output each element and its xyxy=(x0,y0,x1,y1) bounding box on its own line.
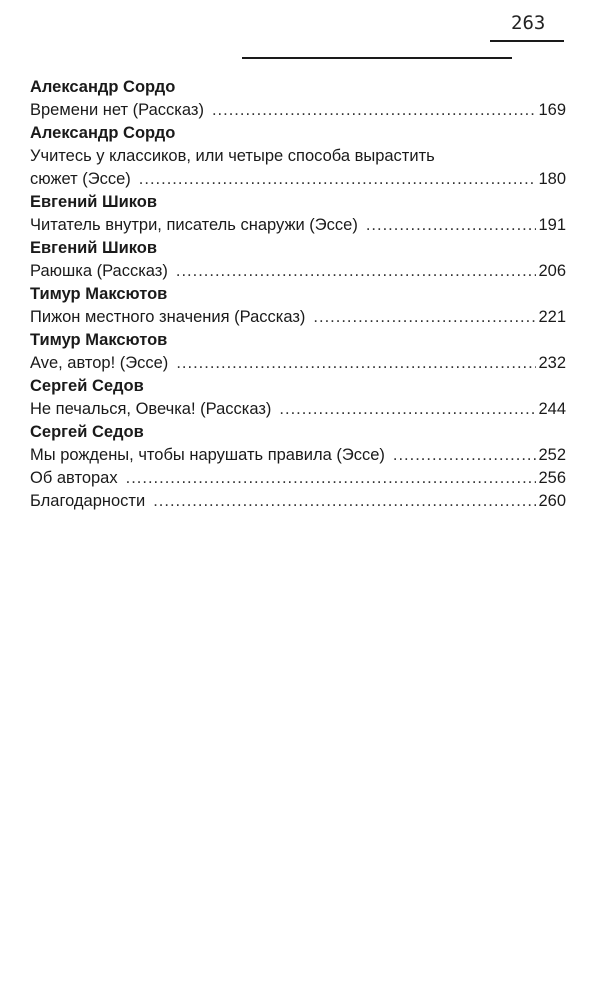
toc-author: Александр Сордо xyxy=(30,124,176,142)
toc-entry[interactable] xyxy=(30,214,566,237)
toc-entry[interactable] xyxy=(30,444,566,467)
toc-entry-title: Времени нет (Рассказ) xyxy=(30,101,204,119)
toc-entry[interactable] xyxy=(30,398,566,421)
toc-entry[interactable] xyxy=(30,260,566,283)
leader-dots xyxy=(212,99,537,122)
toc-entry-page: 256 xyxy=(538,469,566,487)
toc-entry-page: 191 xyxy=(538,216,566,234)
toc-entry-title: Читатель внутри, писатель снаружи (Эссе) xyxy=(30,216,358,234)
toc-entry-title: Мы рождены, чтобы нарушать правила (Эссе) xyxy=(30,446,385,464)
leader-dots xyxy=(126,467,537,490)
toc-entry-page: 244 xyxy=(538,400,566,418)
leader-dots xyxy=(176,352,536,375)
toc-entry[interactable] xyxy=(30,99,566,122)
toc-author: Евгений Шиков xyxy=(30,193,158,211)
toc-entry-page: 252 xyxy=(538,446,566,464)
header-rule-short xyxy=(490,40,564,42)
toc-entry-title: Ave, автор! (Эссе) xyxy=(30,354,169,372)
toc-entry-page: 206 xyxy=(538,262,566,280)
leader-dots xyxy=(279,398,536,421)
toc-entry-title: сюжет (Эссе) xyxy=(30,170,131,188)
leader-dots xyxy=(153,490,536,513)
leader-dots xyxy=(393,444,537,467)
toc-entry-title: Раюшка (Рассказ) xyxy=(30,262,168,280)
leader-dots xyxy=(366,214,537,237)
table-of-contents xyxy=(30,76,566,513)
toc-entry-title: Благодарности xyxy=(30,492,146,510)
page-number: 263 xyxy=(511,12,546,34)
toc-author: Сергей Седов xyxy=(30,377,144,395)
toc-entry-title: Не печалься, Овечка! (Рассказ) xyxy=(30,400,272,418)
toc-author: Тимур Максютов xyxy=(30,331,168,349)
toc-author: Евгений Шиков xyxy=(30,239,158,257)
toc-entry[interactable] xyxy=(30,168,566,191)
toc-entry-title: Пижон местного значения (Рассказ) xyxy=(30,308,306,326)
toc-entry-page: 260 xyxy=(538,492,566,510)
leader-dots xyxy=(139,168,537,191)
toc-entry-page: 232 xyxy=(538,354,566,372)
toc-author: Александр Сордо xyxy=(30,78,176,96)
toc-author: Тимур Максютов xyxy=(30,285,168,303)
toc-entry-page: 221 xyxy=(538,308,566,326)
leader-dots xyxy=(176,260,537,283)
header-rule-long xyxy=(242,57,512,59)
toc-entry-title-line: Учитесь у классиков, или четыре способа вырастить xyxy=(30,147,435,165)
toc-entry-page: 169 xyxy=(538,101,566,119)
toc-entry-acknowledgements[interactable] xyxy=(30,490,566,513)
toc-entry-title: Об авторах xyxy=(30,469,118,487)
toc-entry[interactable] xyxy=(30,352,566,375)
toc-entry-page: 180 xyxy=(538,170,566,188)
toc-entry[interactable] xyxy=(30,306,566,329)
toc-author: Сергей Седов xyxy=(30,423,144,441)
toc-entry-about-authors[interactable] xyxy=(30,467,566,490)
leader-dots xyxy=(313,306,536,329)
